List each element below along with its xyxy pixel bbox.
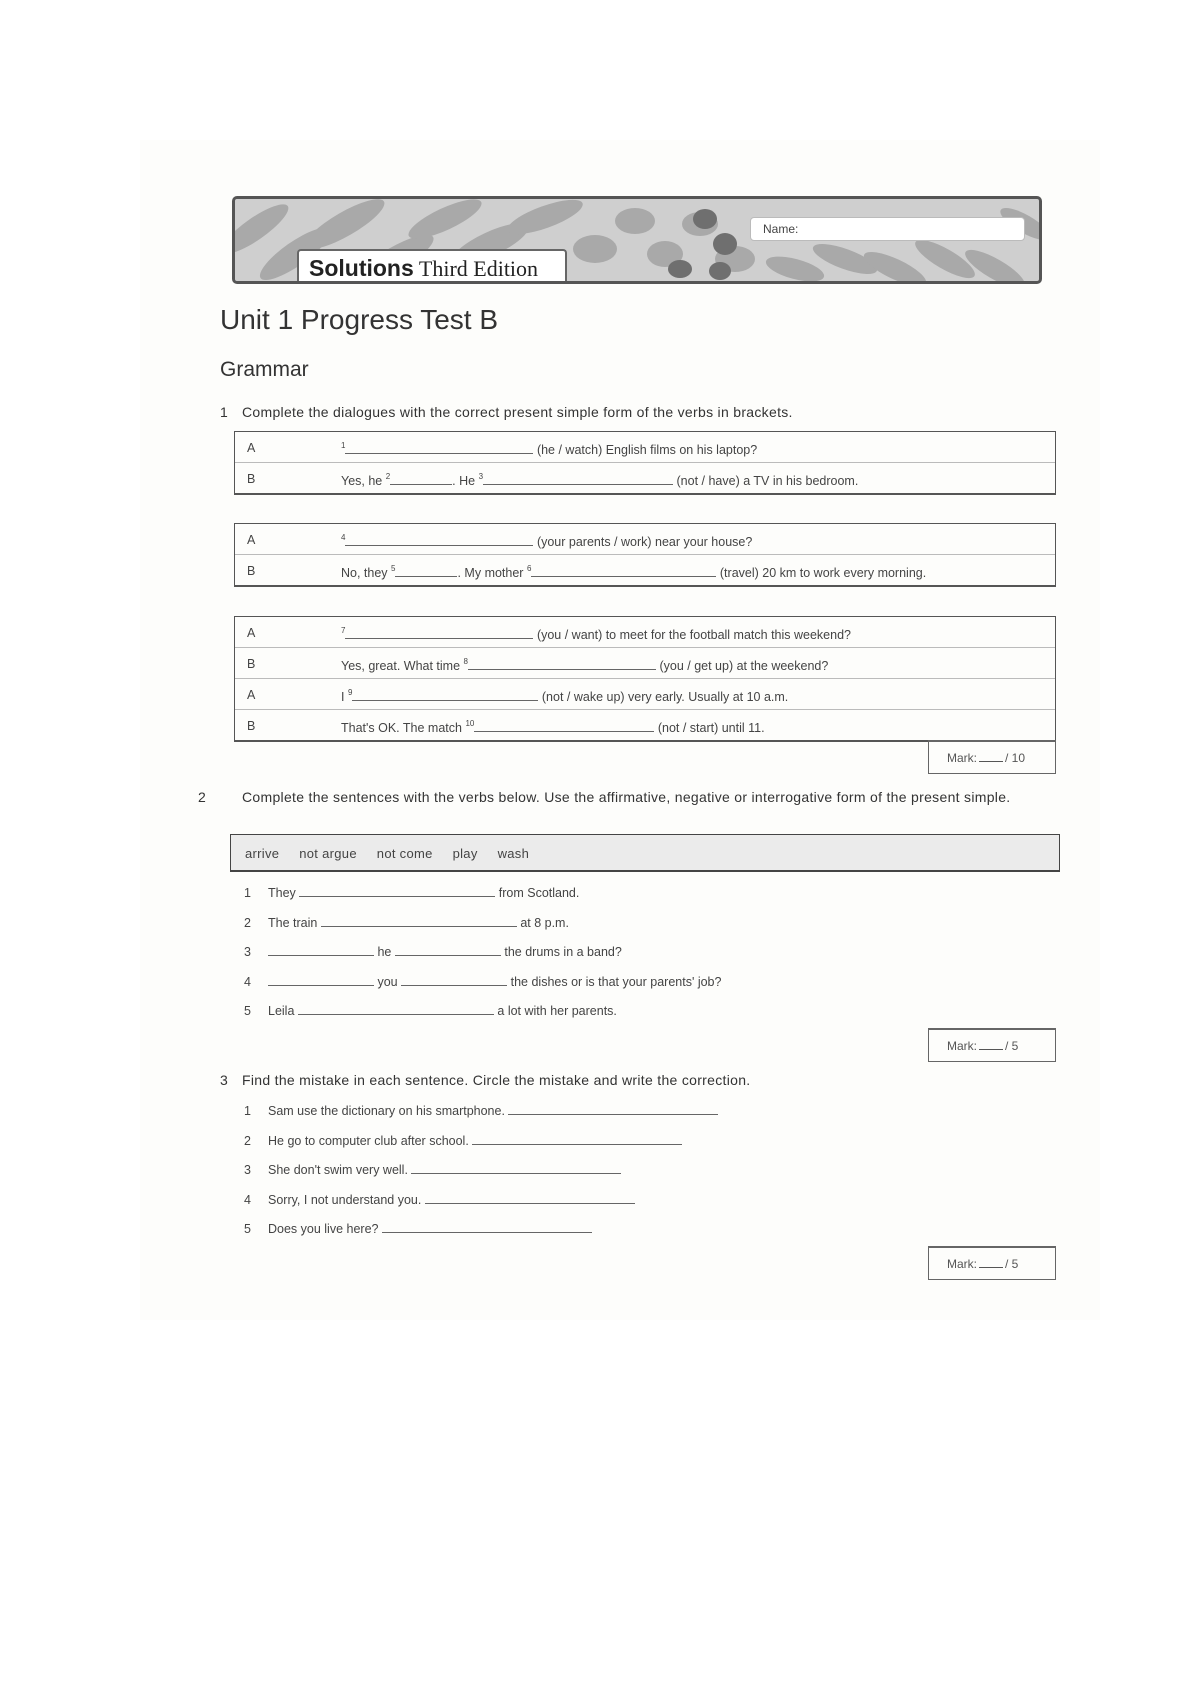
exercise1-instruction: 1 Complete the dialogues with the correct present simple form of the verbs in brackets. [220,404,793,420]
word-bank-item: not argue [299,846,357,861]
list-item: 4 Sorry, I not understand you. [244,1191,718,1221]
dialogue-row: B That's OK. The match $^{10}$ (not / start) until 11. [247,719,765,735]
correction-blank[interactable] [425,1191,635,1204]
brand-logo: Solutions Third Edition [297,249,567,284]
list-item: 3 he the drums in a band? [244,945,622,959]
exercise3-instruction: 3 Find the mistake in each sentence. Circle the mistake and write the correction. [220,1072,751,1088]
correction-blank[interactable] [411,1161,621,1174]
exercise3-list [244,1102,718,1250]
answer-blank[interactable] [345,441,533,454]
name-label: Name: [763,222,799,236]
section-heading: Grammar [220,358,309,381]
list-item: 5 Does you live here? [244,1220,718,1250]
answer-blank[interactable] [298,1002,494,1015]
dialogue-row: B Yes, he $^2$ . He $^3$ (not / have) a TV in his bedroom. [247,472,859,488]
word-bank [230,834,1060,872]
page-title: Unit 1 Progress Test B [220,304,499,335]
answer-blank[interactable] [483,472,673,485]
list-item: 2 He go to computer club after school. [244,1132,718,1162]
mark-blank[interactable] [979,1039,1003,1050]
dialogue-row: A I $^9$ (not / wake up) very early. Usually at 10 a.m. [235,679,1055,710]
header-banner [232,196,1042,284]
answer-blank[interactable] [474,719,654,732]
mark-box-exercise1: Mark: / 10 [928,740,1056,774]
dialogue-row: B No, they $^5$ . My mother $^6$ (travel) 20 km to work every morning. [247,564,927,580]
answer-blank[interactable] [345,626,533,639]
answer-blank[interactable] [468,657,656,670]
answer-blank[interactable] [345,533,533,546]
answer-blank[interactable] [395,943,501,956]
answer-blank[interactable] [299,884,495,897]
answer-blank[interactable] [390,472,452,485]
answer-blank[interactable] [395,564,457,577]
dialogue-row: B Yes, great. What time $^8$ (you / get up) at the weekend? [235,648,1055,679]
mark-box-exercise3: Mark: / 5 [928,1246,1056,1280]
dialogue-row: A $^1$ (he / watch) English films on his laptop? [235,432,1055,463]
word-bank-item: not come [376,846,433,861]
answer-blank[interactable] [401,973,507,986]
mark-box-exercise2: Mark: / 5 [928,1028,1056,1062]
name-field[interactable] [750,217,1025,241]
list-item: 2 The train at 8 p.m. [244,915,569,930]
list-item: 3 She don't swim very well. [244,1161,718,1191]
correction-blank[interactable] [382,1220,592,1233]
word-bank-item: arrive [245,846,280,861]
answer-blank[interactable] [352,688,538,701]
mark-blank[interactable] [979,1257,1003,1268]
correction-blank[interactable] [508,1102,718,1115]
mark-blank[interactable] [979,751,1003,762]
list-item: 1 Sam use the dictionary on his smartphone. [244,1102,718,1132]
dialogue-row: A $^4$ (your parents / work) near your house? [235,524,1055,555]
list-item: 5 Leila a lot with her parents. [244,1004,617,1018]
list-item: 4 you the dishes or is that your parents' job? [244,974,722,989]
dialogue-3 [234,616,1056,742]
exercise2-list [244,884,721,1032]
answer-blank[interactable] [321,914,517,927]
answer-blank[interactable] [268,943,374,956]
answer-blank[interactable] [268,973,374,986]
word-bank-item: wash [497,846,530,861]
dialogue-row: A $^7$ (you / want) to meet for the football match this weekend? [235,617,1055,648]
correction-blank[interactable] [472,1132,682,1145]
dialogue-1 [234,431,1056,495]
dialogue-2 [234,523,1056,587]
exercise2-instruction: 2 Complete the sentences with the verbs below. Use the affirmative, negative or interrogative form of the present simple. [198,789,1011,805]
list-item: 1 They from Scotland. [244,886,580,900]
answer-blank[interactable] [531,564,716,577]
word-bank-item: play [452,846,478,861]
